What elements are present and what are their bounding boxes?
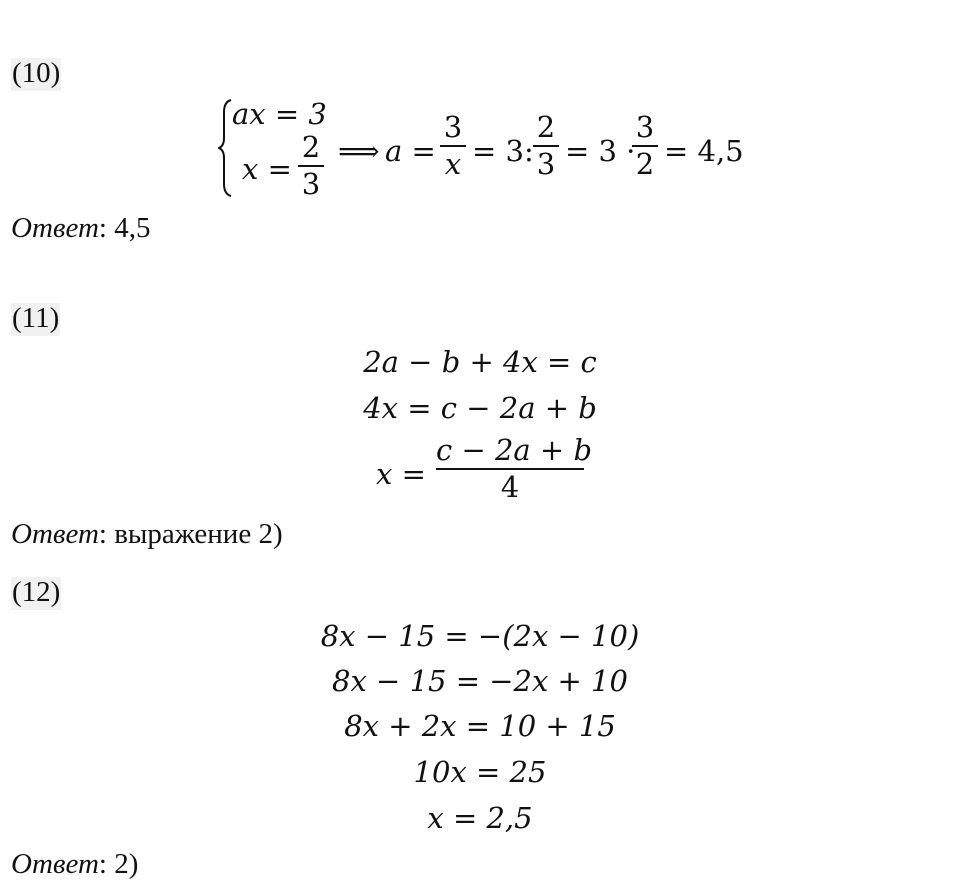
fraction-numerator: 3	[443, 110, 463, 144]
fraction-numerator: 2	[536, 110, 556, 144]
answer-value: : выражение 2)	[98, 518, 283, 550]
equation-line: x = 2,5	[427, 801, 533, 835]
answer-10	[11, 214, 150, 243]
equation-line: 8x − 15 = −2x + 10	[332, 664, 628, 698]
equals-3-times: = 3 ·	[565, 134, 636, 168]
fraction-denominator: x	[444, 147, 462, 181]
equation-line: 4x = c − 2a + b	[363, 391, 597, 425]
fraction-denominator: 4	[500, 470, 520, 504]
answer-12	[11, 850, 138, 879]
system-equation-2-lhs: x =	[242, 152, 292, 186]
system-equation-2-fraction	[298, 130, 324, 201]
a-equals: a =	[385, 134, 436, 168]
equation-line: 2a − b + 4x = c	[363, 345, 597, 379]
result-4-5: = 4,5	[664, 134, 744, 168]
equation-line: 8x − 15 = −(2x − 10)	[320, 619, 640, 653]
fraction-numerator: 3	[635, 110, 655, 144]
fraction-denominator: 3	[301, 167, 321, 201]
answer-label: Ответ	[11, 518, 99, 550]
answer-label: Ответ	[11, 848, 99, 880]
problem-number-11: (11)	[12, 302, 60, 334]
problem-number-12: (12)	[12, 576, 61, 608]
answer-11	[11, 520, 283, 549]
fraction-denominator: 2	[635, 147, 655, 181]
equals-3-colon: = 3:	[472, 134, 534, 168]
fraction-3-over-x	[440, 110, 466, 181]
fraction-denominator: 3	[536, 147, 556, 181]
equation-line: 10x = 25	[413, 755, 547, 789]
answer-value: : 2)	[98, 848, 139, 880]
answer-value: : 4,5	[98, 212, 151, 244]
fraction-numerator: 2	[301, 130, 321, 164]
problem-number-10: (10)	[12, 57, 61, 89]
implies-arrow: ⟹	[338, 134, 380, 168]
fraction-numerator: c − 2a + b	[436, 433, 593, 467]
fraction-3-over-2	[632, 110, 658, 181]
fraction-2-over-3	[533, 110, 559, 181]
equation-line: 8x + 2x = 10 + 15	[344, 709, 616, 743]
system-equation-1: ax = 3	[232, 97, 327, 131]
final-fraction	[436, 433, 593, 504]
answer-label: Ответ	[11, 212, 99, 244]
system-brace	[218, 98, 232, 198]
x-equals: x =	[376, 457, 426, 491]
